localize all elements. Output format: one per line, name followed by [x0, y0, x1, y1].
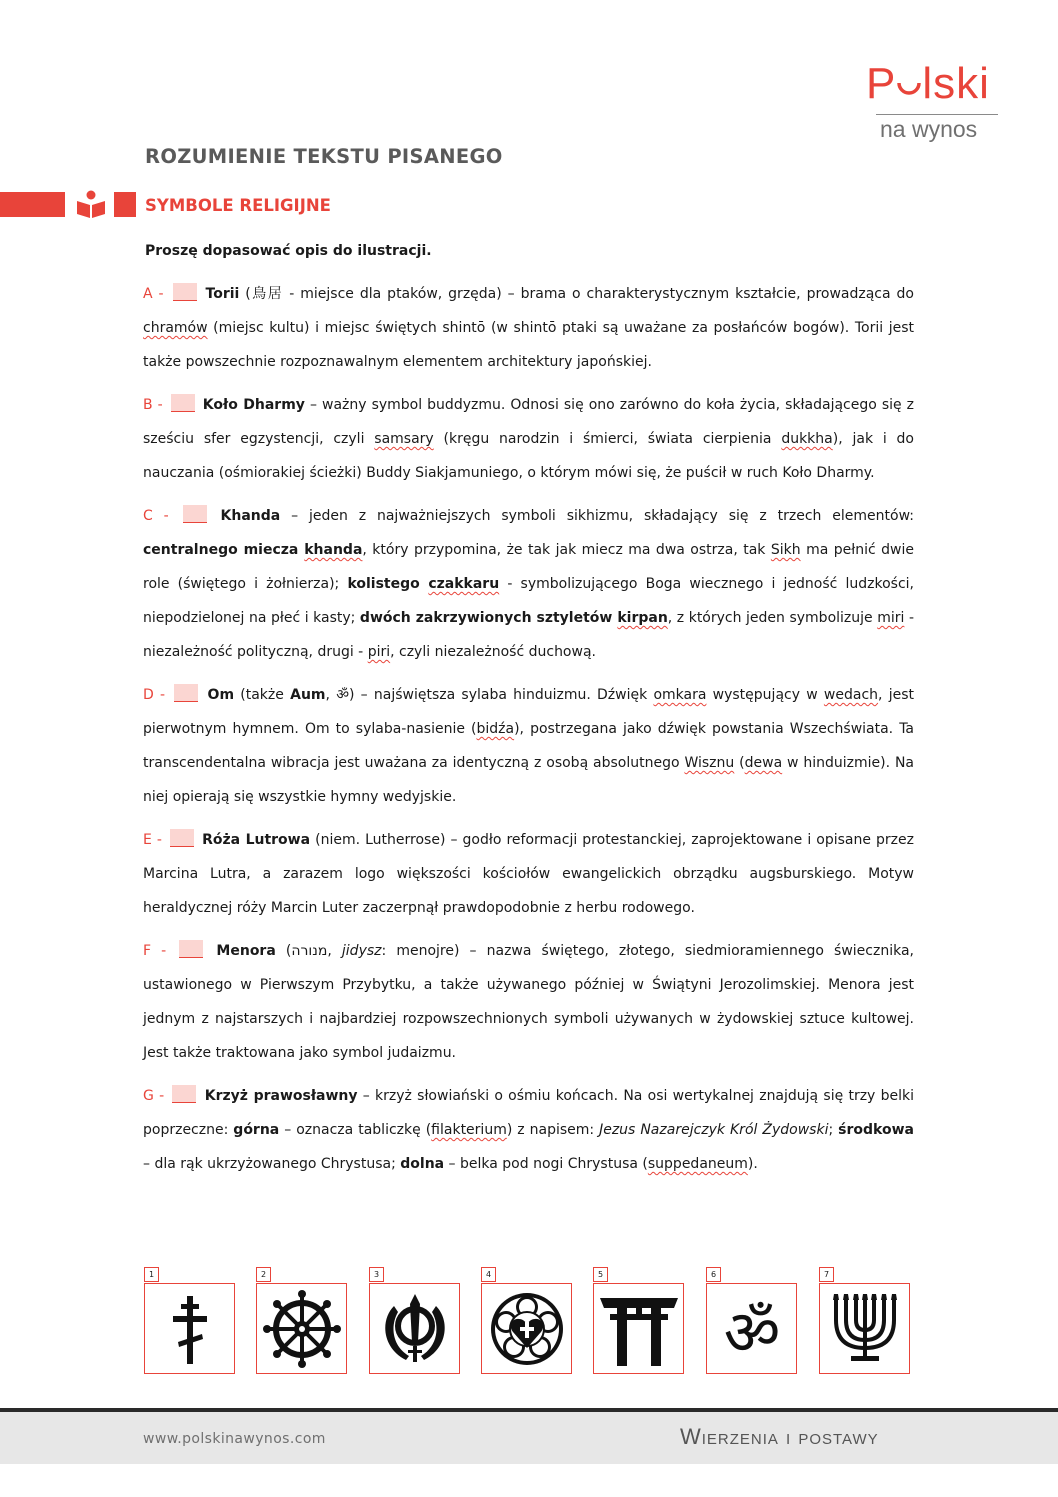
entry-text: Om (także Aum, ॐ) – najświętsza sylaba hinduizmu. Dźwięk omkara występujący w wedach, jest pierwotnym hymnem. Om to sylaba-nasienie (bidźa), postrzegana jako dźwięk powstania Wszechświata. Ta transcendentalna wibracja jest uważana za identyczną z osobą absolutnego Wisznu (dewa w hinduizmie). Na niej opierają się wszystkie hymny wedyjskie.: [143, 687, 915, 805]
entry-text: Khanda – jeden z najważniejszych symboli sikhizmu, składający się z trzech elementów: centralnego miecza khanda, który przypomina, że tak jak miecz ma dwa ostrza, tak Sikh ma pełnić dwie role (świętego i żołnierza); kolistego czakkaru - symbolizującego Boga wiecznego i jedność ludzkości, niepodzielonej na płeć i kasty; dwóch zakrzywionych sztyletów kirpan, z których jeden symbolizuje miri - niezależność polityczną, drugi - piri, czyli niezależność duchową.: [143, 508, 915, 660]
illustration-card: [706, 1267, 799, 1375]
illustration-box: [593, 1283, 684, 1374]
entry-text: Krzyż prawosławny – krzyż słowiański o ośmiu końcach. Na osi wertykalnej znajdują się trzy belki poprzeczne: górna – oznacza tabliczkę (filakterium) z napisem: Jezus Nazarejczyk Król Żydowski; środkowa – dla rąk ukrzyżowanego Chrystusa; dolna – belka pod nogi Chrystusa (suppedaneum).: [143, 1088, 914, 1172]
illustration-number: 2: [256, 1267, 271, 1282]
entry-letter: D -: [143, 687, 172, 703]
answer-blank[interactable]: [171, 394, 195, 412]
illustration-card: [144, 1267, 237, 1375]
entry-paragraph: [143, 499, 914, 669]
instruction: Proszę dopasować opis do ilustracji.: [145, 243, 432, 259]
om-icon: [713, 1290, 791, 1368]
logo-brand-rest: lski: [922, 59, 990, 108]
luther-rose-icon: [488, 1290, 566, 1368]
entry-paragraph: [143, 1079, 914, 1181]
entry-text: Koło Dharmy – ważny symbol buddyzmu. Odnosi się ono zarówno do koła życia, składającego się z sześciu sfer egzystencji, czyli samsary (kręgu narodzin i śmierci, świata cierpienia dukkha), jak i do nauczania (ośmiorakiej ścieżki) Buddy Siakjamuniego, o którym mówi się, że puścił w ruch Koło Dharmy.: [143, 397, 915, 481]
illustration-box: [706, 1283, 797, 1374]
entry-text: Torii (鳥居 - miejsce dla ptaków, grzęda) – brama o charakterystycznym kształcie, prowadząca do chramów (miejsc kultu) i miejsc świętych shintō (w shintō ptaki są uważane za posłańców bogów). Torii jest także powszechnie rozpoznawalnym elementem architektury japońskiej.: [143, 286, 915, 370]
illustration-card: [481, 1267, 574, 1375]
answer-blank[interactable]: [174, 684, 198, 702]
dharma-wheel-icon: [263, 1290, 341, 1368]
entry-letter: B -: [143, 397, 168, 413]
answer-blank[interactable]: [173, 283, 197, 301]
section-bar: [0, 192, 65, 217]
illustration-box: [256, 1283, 347, 1374]
illustration-box: [369, 1283, 460, 1374]
entry-text: Menora (מנורה, jidysz: menojre) – nazwa świętego, złotego, siedmioramiennego świecznika, ustawionego w Pierwszym Przybytku, a także używanego później w Świątyni Jerozolimskiej. Menora jest jednym z najstarszych i najbardziej rozpowszechnionych symboli używanych w żydowskiej sztuce kultowej. Jest także traktowana jako symbol judaizmu.: [143, 943, 914, 1061]
khanda-icon: [376, 1290, 454, 1368]
illustration-box: [819, 1283, 910, 1374]
illustration-box: [481, 1283, 572, 1374]
illustration-number: 4: [481, 1267, 496, 1282]
answer-blank[interactable]: [183, 505, 207, 523]
section-bar-small: [114, 192, 136, 217]
answer-blank[interactable]: [179, 940, 203, 958]
entry-paragraph: [143, 388, 914, 490]
page-title: ROZUMIENIE TEKSTU PISANEGO: [145, 145, 503, 168]
entry-paragraph: [143, 823, 914, 925]
footer-url[interactable]: www.polskinawynos.com: [143, 1431, 326, 1447]
entry-letter: E -: [143, 832, 168, 848]
illustration-card: [819, 1267, 912, 1375]
orthodox-cross-icon: [151, 1290, 229, 1368]
illustration-card: [593, 1267, 686, 1375]
illustration-number: 7: [819, 1267, 834, 1282]
entry-paragraph: [143, 934, 914, 1070]
logo-subtitle: na wynos: [880, 116, 978, 142]
entry-letter: C -: [143, 508, 180, 524]
logo-o-icon: [896, 72, 922, 98]
answer-blank[interactable]: [170, 829, 194, 847]
illustration-card: [369, 1267, 462, 1375]
illustration-number: 5: [593, 1267, 608, 1282]
entry-paragraph: [143, 678, 914, 814]
logo-divider: [876, 114, 998, 115]
entry-letter: A -: [143, 286, 170, 302]
brand-logo: [866, 58, 1006, 150]
illustration-number: 3: [369, 1267, 384, 1282]
entry-text: Róża Lutrowa (niem. Lutherrose) – godło reformacji protestanckiej, zaprojektowane i opisane przez Marcina Lutra, a zarazem logo większości kościołów ewangelickich obrządku augsburskiego. Motyw heraldycznej róży Marcin Luter zaczerpnął prawdopodobnie z herbu rodowego.: [143, 832, 914, 916]
book-icon: [75, 188, 107, 220]
illustration-number: 6: [706, 1267, 721, 1282]
illustration-box: [144, 1283, 235, 1374]
entry-paragraph: [143, 277, 914, 379]
illustration-card: [256, 1267, 349, 1375]
section-title: SYMBOLE RELIGIJNE: [145, 196, 331, 215]
entry-list: [143, 277, 914, 1190]
illustration-row: [144, 1267, 914, 1377]
entry-letter: F -: [143, 943, 177, 959]
entry-letter: G -: [143, 1088, 170, 1104]
menorah-icon: [826, 1290, 904, 1368]
illustration-number: 1: [144, 1267, 159, 1282]
torii-icon: [600, 1290, 678, 1368]
logo-brand: [866, 58, 990, 110]
svg-text:ॐ: ॐ: [723, 1296, 781, 1368]
footer-category: Wierzenia i postawy: [680, 1424, 879, 1449]
logo-brand-p: P: [866, 59, 897, 108]
answer-blank[interactable]: [172, 1085, 196, 1103]
